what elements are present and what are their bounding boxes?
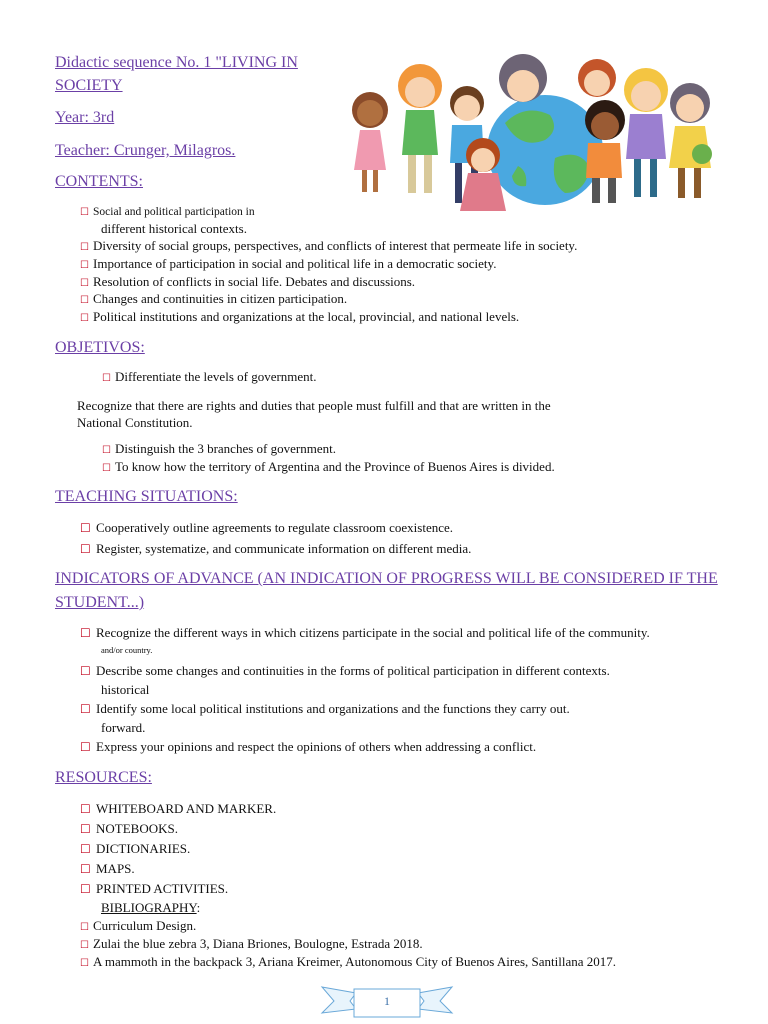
bullet-icon: ☐ [80,542,91,556]
list-item: ☐ Curriculum Design. [80,918,197,933]
list-item-continuation: and/or country. [101,645,153,655]
bullet-icon: ☐ [80,626,91,640]
list-item: ☐ Diversity of social groups, perspectives, and conflicts of interest that permeate life in society. [80,238,578,253]
list-item: ☐ Identify some local political institutions and organizations and the functions they carry out. [80,701,570,716]
teaching-situations-heading: TEACHING SITUATIONS: [55,488,238,505]
objectives-heading: OBJETIVOS: [55,339,145,356]
document-title-line1: Didactic sequence No. 1 "LIVING IN [55,54,298,71]
list-item: ☐ Register, systematize, and communicate information on different media. [80,541,472,556]
list-item: ☐ Importance of participation in social and political life in a democratic society. [80,256,497,271]
list-item: ☐ PRINTED ACTIVITIES. [80,881,229,896]
list-item: ☐ Express your opinions and respect the opinions of others when addressing a conflict. [80,739,537,754]
list-item: ☐ Changes and continuities in citizen participation. [80,291,348,306]
bullet-icon: ☐ [80,958,89,969]
bullet-icon: ☐ [80,822,91,836]
list-item: ☐ Recognize the different ways in which citizens participate in the social and political life of the community. [80,625,650,640]
list-item-continuation: forward. [101,720,146,735]
list-item: ☐ WHITEBOARD AND MARKER. [80,801,277,816]
list-item: ☐ Resolution of conflicts in social life. Debates and discussions. [80,274,416,289]
resources-heading: RESOURCES: [55,769,152,786]
bullet-icon: ☐ [80,278,89,289]
bullet-icon: ☐ [80,940,89,951]
bullet-icon: ☐ [80,862,91,876]
list-item: ☐ Describe some changes and continuities in the forms of political participation in different contexts. [80,663,610,678]
children-around-globe-illustration [340,48,732,218]
indicators-heading-line1: INDICATORS OF ADVANCE (AN INDICATION OF PROGRESS WILL BE CONSIDERED IF THE [55,570,718,587]
bullet-icon: ☐ [80,295,89,306]
contents-heading: CONTENTS: [55,173,143,190]
bullet-icon: ☐ [80,702,91,716]
list-item: ☐ Cooperatively outline agreements to regulate classroom coexistence. [80,520,454,535]
list-item: ☐ Political institutions and organizations at the local, provincial, and national levels. [80,309,520,324]
bullet-icon: ☐ [80,922,89,933]
list-item: ☐ A mammoth in the backpack 3, Ariana Kreimer, Autonomous City of Buenos Aires, Santillana 2017. [80,954,617,969]
list-item: ☐ Social and political participation in [80,206,255,218]
list-item-continuation: historical [101,682,150,697]
list-item: ☐ Distinguish the 3 branches of government. [102,441,336,456]
year-label: Year: 3rd [55,109,115,126]
list-item: ☐ Zulai the blue zebra 3, Diana Briones, Boulogne, Estrada 2018. [80,936,423,951]
bullet-icon: ☐ [80,260,89,271]
bullet-icon: ☐ [80,882,91,896]
bullet-icon: ☐ [80,242,89,253]
teacher-label: Teacher: Crunger, Milagros. [55,142,236,159]
bullet-icon: ☐ [80,664,91,678]
list-item: ☐ MAPS. [80,861,135,876]
list-item-continuation: different historical contexts. [101,221,247,236]
list-item: ☐ NOTEBOOKS. [80,821,178,836]
bullet-icon: ☐ [102,445,111,456]
bullet-icon: ☐ [80,842,91,856]
list-item: ☐ DICTIONARIES. [80,841,191,856]
list-item: ☐ To know how the territory of Argentina and the Province of Buenos Aires is divided. [102,459,555,474]
bullet-icon: ☐ [80,207,89,218]
page-number: 1 [384,994,390,1008]
bullet-icon: ☐ [102,463,111,474]
indicators-heading-line2: STUDENT...) [55,594,145,611]
bullet-icon: ☐ [102,373,111,384]
objectives-paragraph-line1: Recognize that there are rights and duties that people must fulfill and that are written in the [77,398,551,413]
bullet-icon: ☐ [80,521,91,535]
bullet-icon: ☐ [80,740,91,754]
objectives-paragraph-line2: National Constitution. [77,415,193,430]
document-title-line2: SOCIETY [55,77,123,94]
bullet-icon: ☐ [80,313,89,324]
list-item: ☐ Differentiate the levels of government. [102,369,317,384]
bullet-icon: ☐ [80,802,91,816]
bibliography-heading: BIBLIOGRAPHY: [101,900,201,915]
